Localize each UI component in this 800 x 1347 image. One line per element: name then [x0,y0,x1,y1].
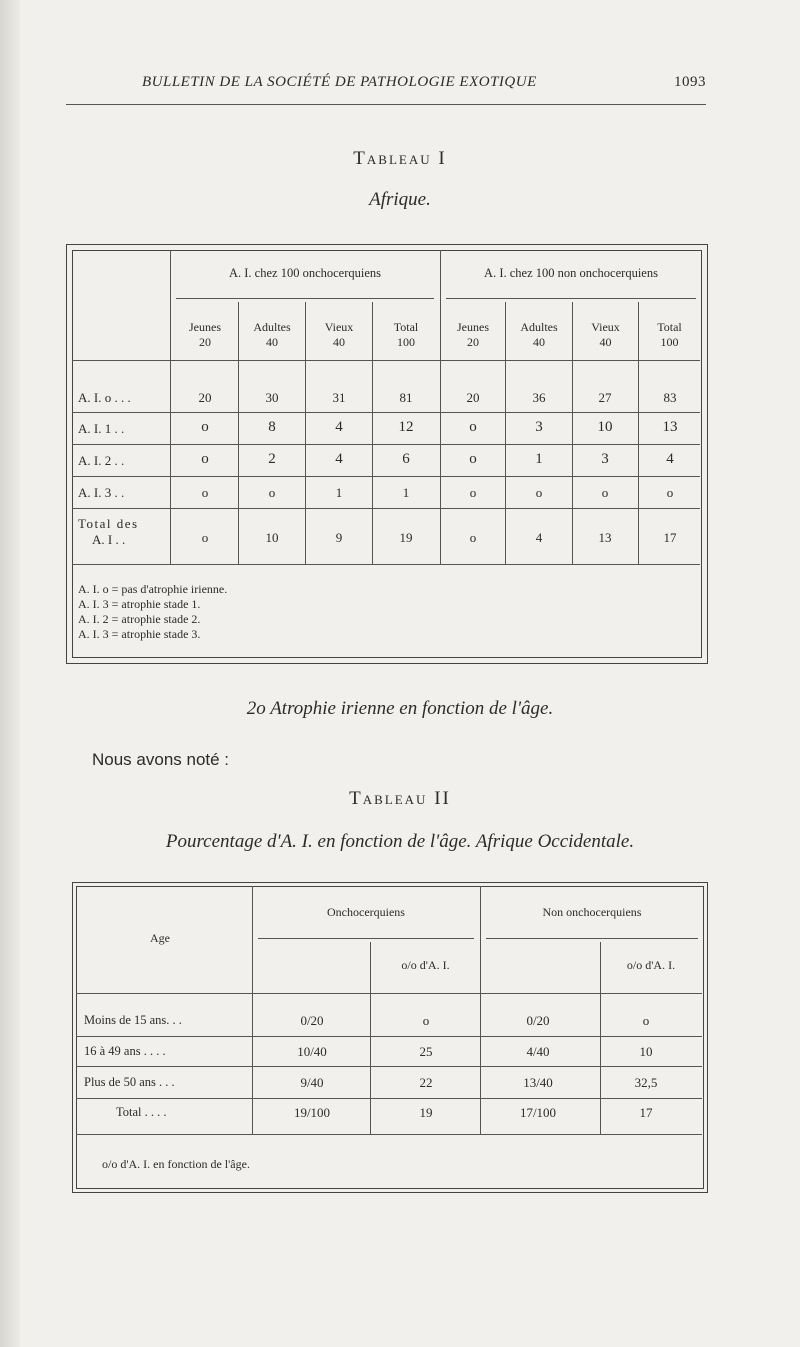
table2-onch-pct: 25 [419,1044,433,1059]
table1-cell: 2 [268,451,276,467]
table2-pct-header: o/o d'A. I. [626,958,676,972]
table1-cell: o [469,451,477,467]
table2-onch-ratio: 10/40 [297,1044,327,1059]
table1-cell: 8 [268,419,276,435]
table1-cell: 1 [535,451,543,467]
intro-text: Nous avons noté : [92,750,230,769]
table1-total-cell: 13 [598,530,612,545]
legend-item: A. I. o = pas d'atrophie irienne. [78,582,228,596]
table1-col-header: Vieux 40 [591,320,620,349]
table2-group-onchocerquiens: Onchocerquiens [327,905,405,919]
table1-cell: o [469,419,477,435]
legend-item: A. I. 3 = atrophie stade 1. [78,597,201,611]
table1-subheading: Afrique. [369,189,431,210]
table1-cell: 6 [402,451,410,467]
table2-pct-header: o/o d'A. I. [401,958,450,972]
table1-cell: 12 [398,419,414,435]
table1-row-label: A. I. o . . . [78,390,131,405]
page-number: 1093 [674,74,706,90]
header-rule [66,104,706,105]
legend-item: A. I. 3 = atrophie stade 3. [78,627,201,641]
table1-total-label: A. I . . [92,532,126,547]
table2-group-non-onchocerquiens: Non onchocerquiens [542,905,642,919]
table1-legend [78,582,227,642]
table2-onch-pct: o [422,1013,430,1028]
table1-row-label: A. I. 3 . . [78,485,125,500]
table2-heading: Tableau II [349,788,451,809]
table1-cell: 13 [662,419,678,435]
table2-row-label: Total . . . . [116,1105,167,1119]
table2-non-pct: 10 [639,1044,653,1059]
legend-item: A. I. 2 = atrophie stade 2. [78,612,201,626]
table2-non-ratio: 17/100 [519,1105,557,1120]
table1-total-cell: 10 [265,530,279,545]
table2-non-ratio: 13/40 [523,1075,553,1090]
table1-total-cell: 9 [335,530,343,545]
table1-cell: o [201,419,209,435]
table1-col-header: Adultes 40 [253,320,291,349]
table1-cell: 36 [532,390,546,405]
journal-title: BULLETIN DE LA SOCIÉTÉ DE PATHOLOGIE EXOTIQUE [142,74,537,90]
table2-non-pct: o [642,1013,650,1028]
table2-onch-ratio: 9/40 [300,1075,324,1090]
table2-non-pct: 32,5 [634,1075,658,1090]
table1-row-label: A. I. 1 . . [78,421,125,436]
table1-col-header: Total 100 [393,320,419,349]
table2-row-label: 16 à 49 ans . . . . [84,1044,166,1058]
table1-cell: o [268,485,276,500]
table1-cell: 10 [597,419,613,435]
table1-col-header: Adultes 40 [520,320,558,349]
table2-row-label: Moins de 15 ans. . . [84,1013,182,1027]
table1-cell: 3 [535,419,543,435]
table2-non-pct: 17 [639,1105,653,1120]
table2-subheading: Pourcentage d'A. I. en fonction de l'âge. Afrique Occidentale. [165,831,635,852]
table1-total-cell: 19 [399,530,413,545]
table1-total-cell: 17 [663,530,677,545]
table1-total-label: Total des [78,516,139,531]
table1-cell: 83 [663,390,677,405]
table2-onch-pct: 22 [419,1075,433,1090]
table1-total-cell: o [201,530,209,545]
table2-age-header: Age [150,931,170,945]
table2-onch-pct: 19 [419,1105,433,1120]
table1-cell: 4 [666,451,674,467]
table2-row-label: Plus de 50 ans . . . [84,1075,175,1089]
table1-cell: 20 [198,390,212,405]
table1-cell: o [601,485,609,500]
table1-heading: Tableau I [353,148,447,169]
table1-cell: 20 [466,390,480,405]
table2-onch-ratio: 0/20 [300,1013,324,1028]
table1-row-label: A. I. 2 . . [78,453,125,468]
table1-cell: o [469,485,477,500]
table2-footer: o/o d'A. I. en fonction de l'âge. [102,1157,250,1171]
section-title: 2o Atrophie irienne en fonction de l'âge. [246,698,554,719]
table1-cell: 81 [399,390,413,405]
table1-group-onchocerquiens: A. I. chez 100 onchocerquiens [228,266,382,280]
table2-onch-ratio: 19/100 [293,1105,331,1120]
table1-cell: 1 [335,485,343,500]
table1-cell: 30 [265,390,279,405]
table1-col-header: Vieux 40 [324,320,354,349]
table1-cell: o [201,451,209,467]
table1-cell: o [666,485,674,500]
table1-group-non-onchocerquiens: A. I. chez 100 non onchocerquiens [484,266,658,280]
table1-col-header: Total 100 [657,320,682,349]
table1-col-header: Jeunes 20 [189,320,221,349]
table1-cell: 4 [335,419,343,435]
table1-col-header: Jeunes 20 [457,320,489,349]
table2-non-ratio: 0/20 [526,1013,550,1028]
table1-total-cell: o [469,530,477,545]
table1-cell: 1 [402,485,410,500]
table1-cell: o [535,485,543,500]
table1-total-cell: 4 [535,530,543,545]
table1-cell: 31 [332,390,346,405]
table1-cell: 27 [598,390,612,405]
table2-non-ratio: 4/40 [526,1044,550,1059]
table1-cell: 3 [601,451,609,467]
table1-cell: 4 [335,451,343,467]
table1-cell: o [201,485,209,500]
